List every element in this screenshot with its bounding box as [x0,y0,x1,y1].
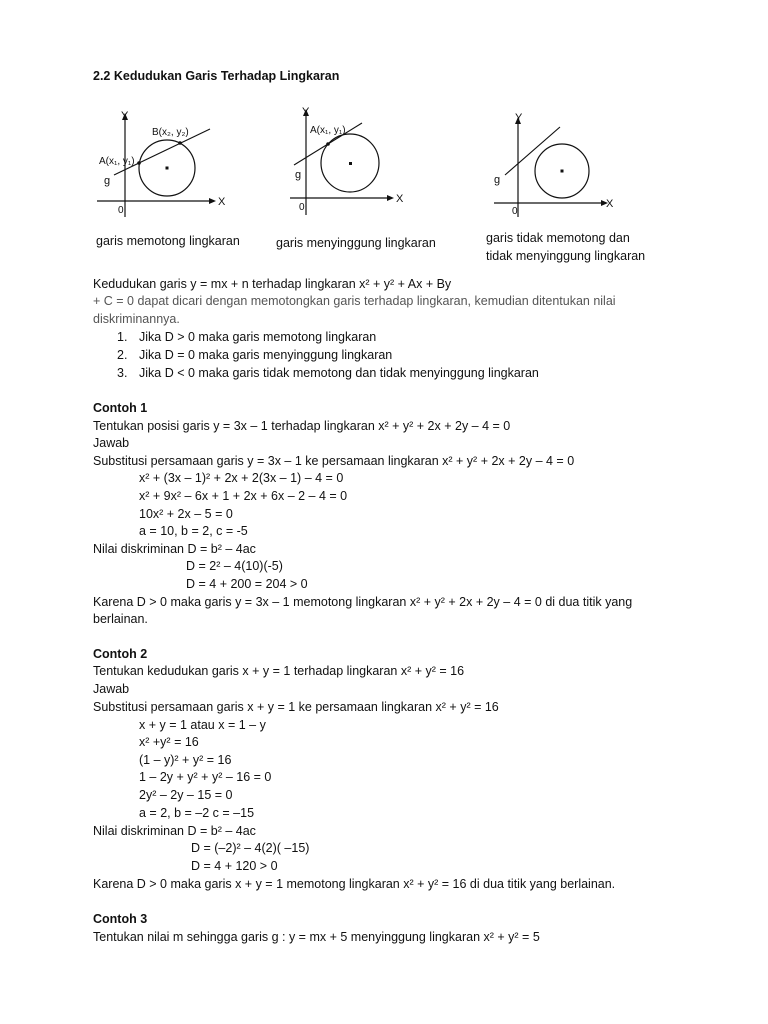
contoh2-discriminant-label: Nilai diskriminan D = b² – 4ac [93,824,256,838]
contoh2-question: Tentukan kedudukan garis x + y = 1 terhadap lingkaran x² + y² = 16 [93,664,465,678]
rule-number: 1. [117,330,128,344]
rule-text: Jika D > 0 maka garis memotong lingkaran [139,330,377,344]
contoh1-discriminant-step: D = 4 + 200 = 204 > 0 [186,577,308,591]
rule-text: Jika D < 0 maka garis tidak memotong dan tidak menyinggung lingkaran [139,366,539,380]
y-axis-label: Y [515,112,523,124]
contoh2-discriminant-step: D = 4 + 120 > 0 [191,859,278,873]
contoh1-step: x² + 9x² – 6x + 1 + 2x + 6x – 2 – 4 = 0 [139,489,348,503]
origin-label: 0 [512,206,518,217]
contoh1-step: x² + (3x – 1)² + 2x + 2(3x – 1) – 4 = 0 [139,471,344,485]
point-a-label: A(x₁, y₁) [310,125,346,136]
contoh2-step: 2y² – 2y – 15 = 0 [139,788,233,802]
origin-label: 0 [118,205,124,216]
caption-tidak-memotong-2: tidak menyinggung lingkaran [486,249,646,263]
contoh3-question: Tentukan nilai m sehingga garis g : y = mx + 5 menyinggung lingkaran x² + y² = 5 [93,930,540,944]
contoh1-discriminant-step: D = 2² – 4(10)(-5) [186,559,283,573]
contoh2-step: x + y = 1 atau x = 1 – y [139,718,266,732]
figure-menyinggung [282,103,422,228]
line-label: g [295,169,302,181]
line-label: g [494,174,501,186]
contoh2-step: a = 2, b = –2 c = –15 [139,806,255,820]
caption-tidak-memotong-1: garis tidak memotong dan [486,231,630,245]
contoh2-step: (1 – y)² + y² = 16 [139,753,232,767]
intro-line-2: + C = 0 dapat dicari dengan memotongkan garis terhadap lingkaran, kemudian ditentukan nilai [93,294,616,308]
contoh1-substitution: Substitusi persamaan garis y = 3x – 1 ke persamaan lingkaran x² + y² + 2x + 2y – 4 = 0 [93,454,575,468]
x-axis-label: X [218,196,226,208]
contoh1-conclusion: berlainan. [93,612,148,626]
rule-number: 3. [117,366,128,380]
contoh3-title: Contoh 3 [93,912,148,926]
figure-memotong [92,105,232,230]
contoh1-discriminant-label: Nilai diskriminan D = b² – 4ac [93,542,256,556]
rule-number: 2. [117,348,128,362]
point-b-label: B(x₂, y₂) [152,127,189,138]
origin-label: 0 [299,202,305,213]
contoh2-conclusion: Karena D > 0 maka garis x + y = 1 memotong lingkaran x² + y² = 16 di dua titik yang berlainan. [93,877,616,891]
section-title: 2.2 Kedudukan Garis Terhadap Lingkaran [93,69,340,83]
x-axis-label: X [396,193,404,205]
contoh1-title: Contoh 1 [93,401,148,415]
contoh2-step: x² +y² = 16 [139,735,199,749]
y-axis-label: Y [121,110,129,122]
contoh2-jawab: Jawab [93,682,130,696]
y-axis-label: Y [302,106,310,118]
contoh1-question: Tentukan posisi garis y = 3x – 1 terhadap lingkaran x² + y² + 2x + 2y – 4 = 0 [93,419,511,433]
caption-memotong: garis memotong lingkaran [96,234,240,248]
point-a-label: A(x₁, y₁) [99,156,135,167]
caption-menyinggung: garis menyinggung lingkaran [276,236,436,250]
x-axis-label: X [606,198,614,210]
contoh1-step: 10x² + 2x – 5 = 0 [139,507,233,521]
contoh2-substitution: Substitusi persamaan garis x + y = 1 ke persamaan lingkaran x² + y² = 16 [93,700,499,714]
rule-text: Jika D = 0 maka garis menyinggung lingkaran [139,348,393,362]
line-label: g [104,175,111,187]
contoh1-conclusion: Karena D > 0 maka garis y = 3x – 1 memotong lingkaran x² + y² + 2x + 2y – 4 = 0 di dua titik yang [93,595,633,609]
contoh2-title: Contoh 2 [93,647,148,661]
contoh2-discriminant-step: D = (–2)² – 4(2)( –15) [191,841,310,855]
intro-line-3: diskriminannya. [93,312,180,326]
intro-line-1: Kedudukan garis y = mx + n terhadap lingkaran x² + y² + Ax + By [93,277,452,291]
contoh2-step: 1 – 2y + y² + y² – 16 = 0 [139,770,272,784]
contoh1-step: a = 10, b = 2, c = -5 [139,524,248,538]
contoh1-jawab: Jawab [93,436,130,450]
figure-tidak-memotong [490,107,620,232]
